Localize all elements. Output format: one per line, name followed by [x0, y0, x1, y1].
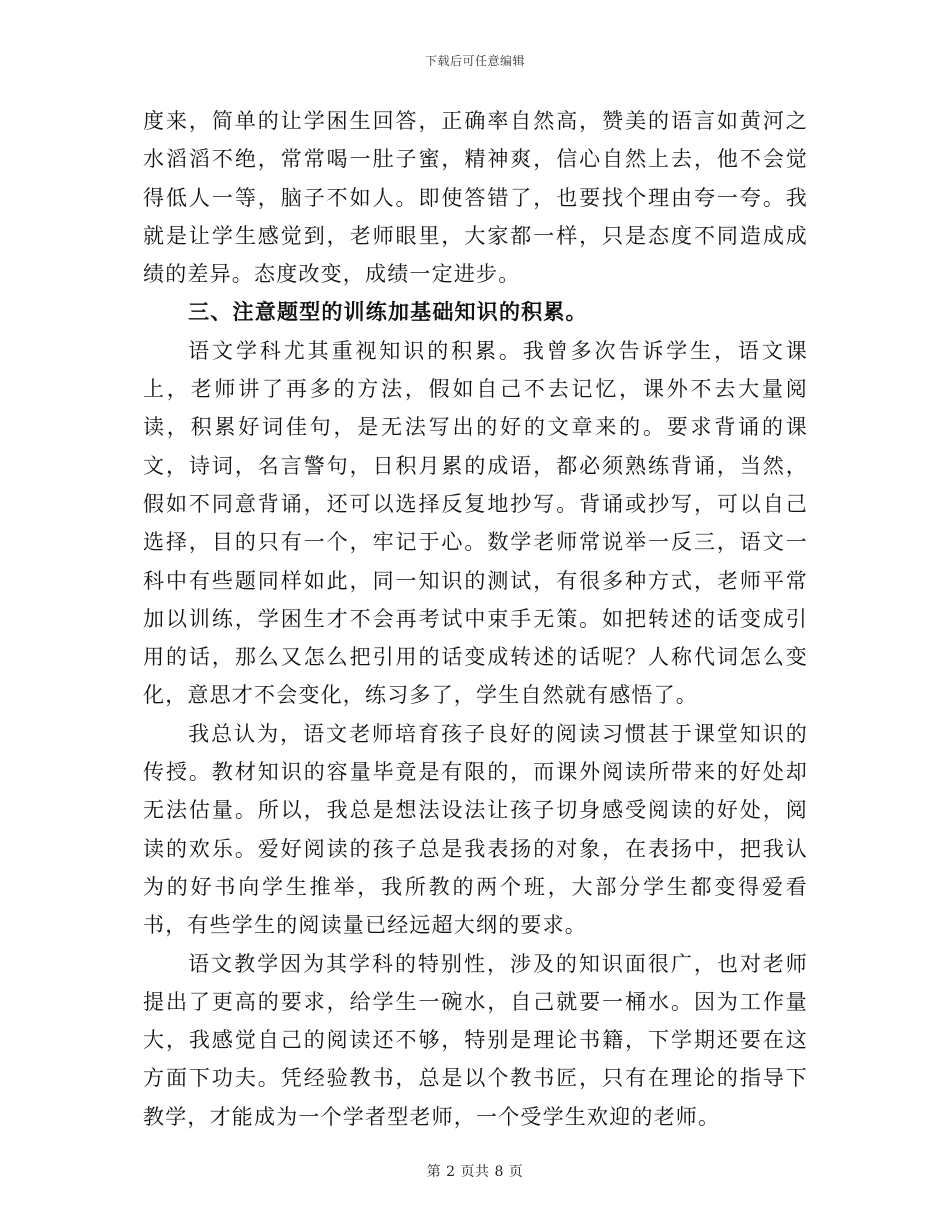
paragraph-4: 语文教学因为其学科的特别性，涉及的知识面很广，也对老师提出了更高的要求，给学生一碗水，自己就要一桶水。因为工作量大，我感觉自己的阅读还不够，特别是理论书籍，下学期还要在这方面下功夫。凭经验教书，总是以个教书匠，只有在理论的指导下教学，才能成为一个学者型老师，一个受学生欢迎的老师。	[143, 951, 808, 1129]
section-heading: 三、注意题型的训练加基础知识的积累。	[188, 300, 588, 325]
document-body	[143, 102, 808, 1136]
paragraph-3: 我总认为，语文老师培育孩子良好的阅读习惯甚于课堂知识的传授。教材知识的容量毕竟是有限的，而课外阅读所带来的好处却无法估量。所以，我总是想法设法让孩子切身感受阅读的好处，阅读的欢乐。爱好阅读的孩子总是我表扬的对象，在表扬中，把我认为的好书向学生推举，我所教的两个班，大部分学生都变得爱看书，有些学生的阅读量已经远超大纲的要求。	[143, 721, 808, 938]
page-header: 下载后可任意编辑	[424, 54, 525, 68]
paragraph-2: 语文学科尤其重视知识的积累。我曾多次告诉学生，语文课上，老师讲了再多的方法，假如自己不去记忆，课外不去大量阅读，积累好词佳句，是无法写出的好的文章来的。要求背诵的课文，诗词，名言警句，日积月累的成语，都必须熟练背诵，当然，假如不同意背诵，还可以选择反复地抄写。背诵或抄写，可以自己选择，目的只有一个，牢记于心。数学老师常说举一反三，语文一科中有些题同样如此，同一知识的测试，有很多种方式，老师平常加以训练，学困生才不会再考试中束手无策。如把转述的话变成引用的话，那么又怎么把引用的话变成转述的话呢？人称代词怎么变化，意思才不会变化，练习多了，学生自然就有感悟了。	[143, 338, 808, 708]
paragraph-1: 度来，简单的让学困生回答，正确率自然高，赞美的语言如黄河之水滔滔不绝，常常喝一肚子蜜，精神爽，信心自然上去，他不会觉得低人一等，脑子不如人。即使答错了，也要找个理由夸一夸。我就是让学生感觉到，老师眼里，大家都一样，只是态度不同造成成绩的差异。态度改变，成绩一定进步。	[143, 109, 808, 287]
page-footer: 第 2 页共 8 页	[426, 1164, 524, 1180]
